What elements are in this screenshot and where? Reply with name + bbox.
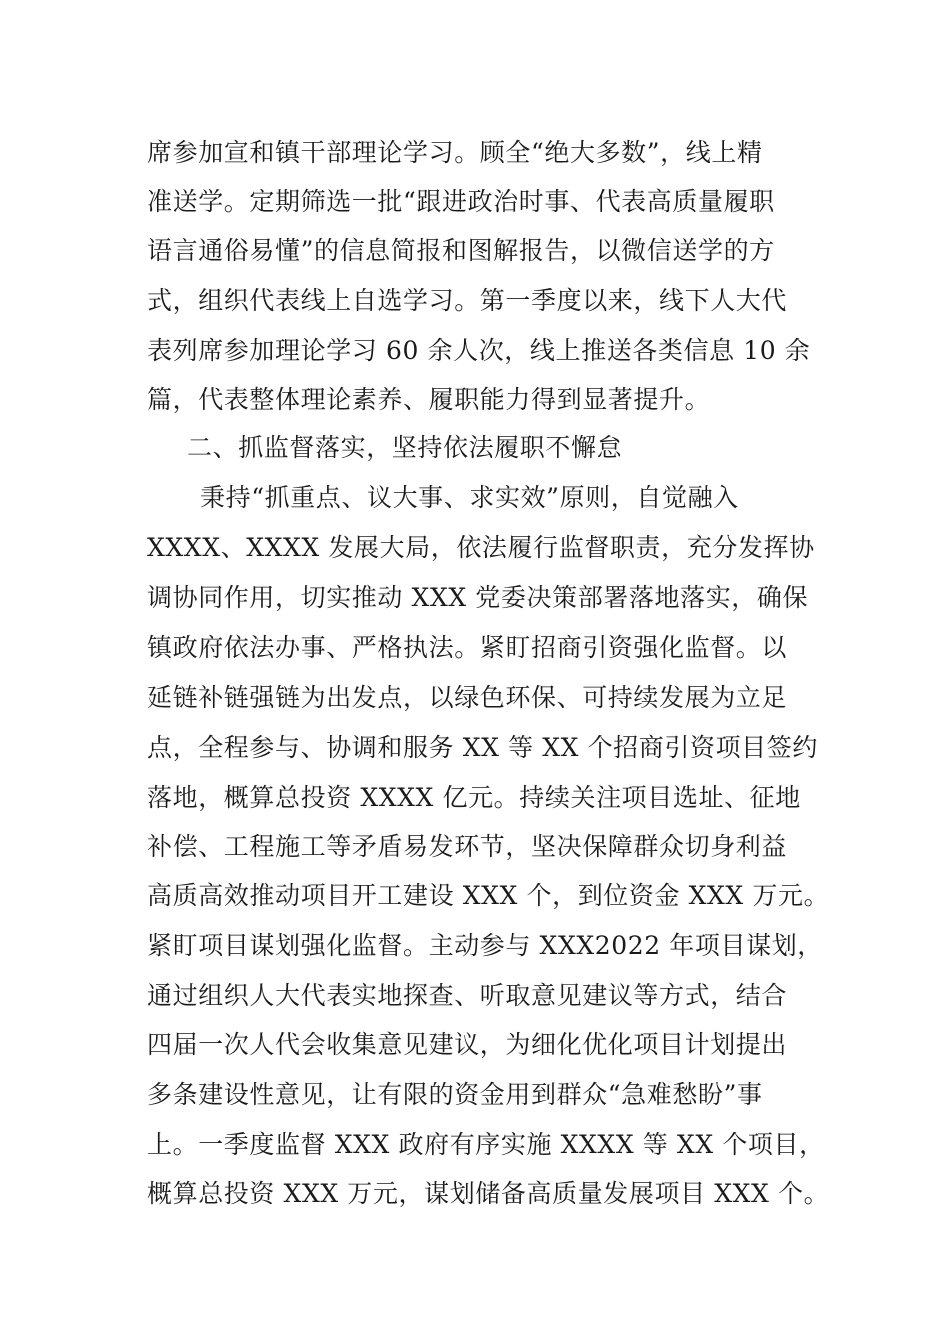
paragraph-line: 席参加宣和镇干部理论学习。顾全“绝大多数”，线上精 xyxy=(147,138,763,167)
paragraph-line: 表列席参加理论学习 60 余人次，线上推送各类信息 10 余 xyxy=(147,336,811,365)
paragraph-line: 点，全程参与、协调和服务 XX 等 XX 个招商引资项目签约 xyxy=(147,733,818,762)
paragraph-line: 式，组织代表线上自选学习。第一季度以来，线下人大代 xyxy=(147,286,788,315)
paragraph-line: 调协同作用，切实推动 XXX 党委决策部署落地落实，确保 xyxy=(147,583,809,612)
paragraph-line: 多条建设性意见，让有限的资金用到群众“急难愁盼”事 xyxy=(147,1080,763,1109)
paragraph-line: 语言通俗易懂”的信息简报和图解报告，以微信送学的方 xyxy=(147,236,775,265)
paragraph-line: 通过组织人大代表实地探查、听取意见建议等方式，结合 xyxy=(147,981,788,1010)
paragraph-line: 高质高效推动项目开工建设 XXX 个，到位资金 XXX 万元。 xyxy=(147,881,830,910)
paragraph-line: XXXX、XXXX 发展大局，依法履行监督职责，充分发挥协 xyxy=(147,533,815,562)
paragraph-line: 秉持“抓重点、议大事、求实效”原则，自觉融入 xyxy=(200,483,739,512)
paragraph-line: 延链补链强链为出发点，以绿色环保、可持续发展为立足 xyxy=(147,683,788,712)
paragraph-line: 紧盯项目谋划强化监督。主动参与 XXX2022 年项目谋划， xyxy=(147,931,823,960)
paragraph-line: 落地，概算总投资 XXXX 亿元。持续关注项目选址、征地 xyxy=(147,783,801,812)
paragraph-line: 补偿、工程施工等矛盾易发环节，坚决保障群众切身利益 xyxy=(147,832,788,861)
paragraph-line: 准送学。定期筛选一批“跟进政治时事、代表高质量履职 xyxy=(147,187,775,216)
paragraph-line: 概算总投资 XXX 万元，谋划储备高质量发展项目 XXX 个。 xyxy=(147,1179,830,1208)
paragraph-line: 四届一次人代会收集意见建议，为细化优化项目计划提出 xyxy=(147,1030,788,1059)
paragraph-line: 篇，代表整体理论素养、履职能力得到显著提升。 xyxy=(147,385,711,414)
section-heading: 二、抓监督落实，坚持依法履职不懈怠 xyxy=(187,433,623,462)
paragraph-line: 镇政府依法办事、严格执法。紧盯招商引资强化监督。以 xyxy=(147,633,788,662)
paragraph-line: 上。一季度监督 XXX 政府有序实施 XXXX 等 XX 个项目， xyxy=(147,1130,825,1159)
